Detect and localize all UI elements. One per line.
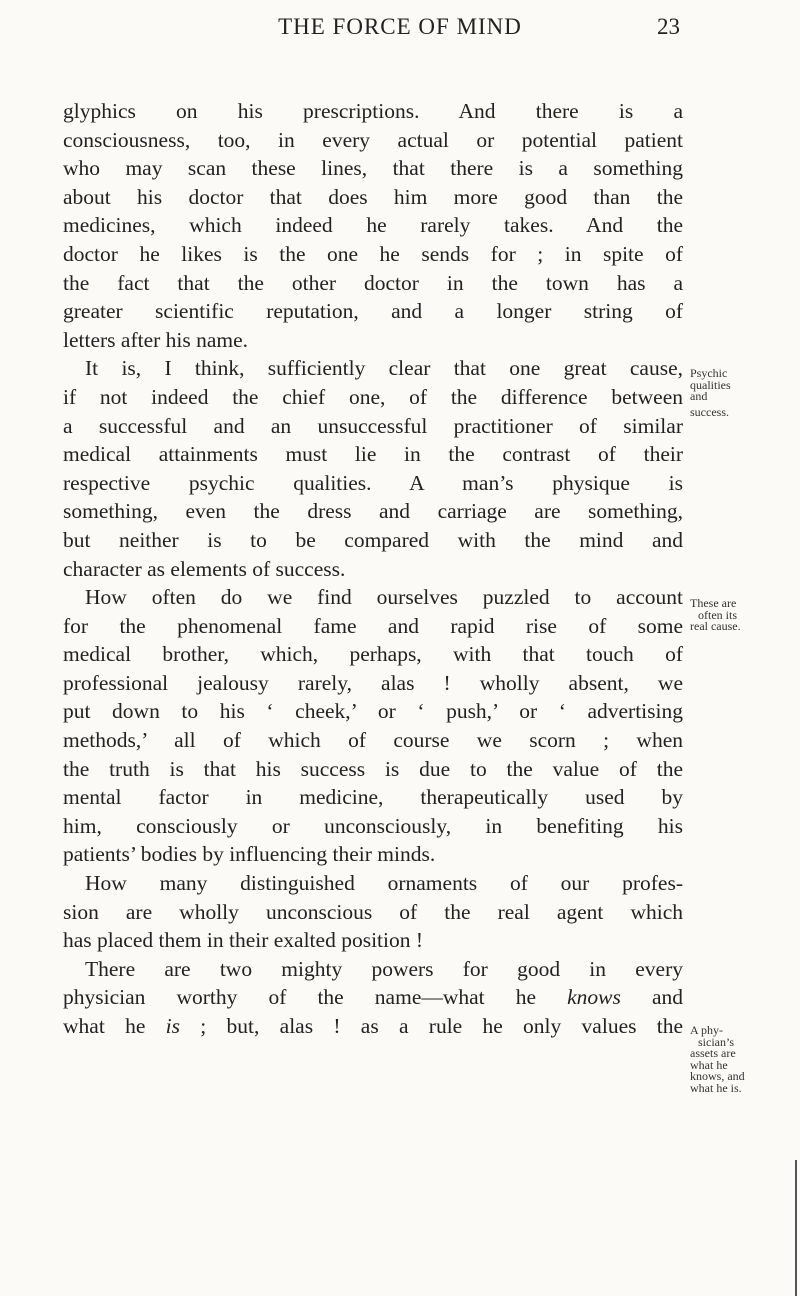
- text-segment: ; but, alas ! as a rule he only values the: [200, 1014, 684, 1038]
- margin-note-assets: [690, 1025, 800, 1094]
- text-line: methods,’ all of which of course we scorn ; when: [63, 728, 683, 753]
- text-segment: what he: [63, 1014, 146, 1038]
- text-line: consciousness, too, in every actual or potential patient: [63, 127, 683, 152]
- margin-note-line: These are: [690, 596, 737, 610]
- text-line: character as elements of success.: [63, 556, 346, 581]
- margin-note-real-cause: [690, 598, 800, 633]
- margin-note-line: success.: [690, 404, 729, 419]
- text-line: something, even the dress and carriage are something,: [63, 499, 683, 524]
- margin-note-line: Psychic: [690, 366, 728, 380]
- text-line: letters after his name.: [63, 327, 249, 352]
- italic-word: is: [165, 1014, 180, 1038]
- text-line: medical attainments must lie in the contrast of their: [63, 442, 683, 467]
- text-line: greater scientific reputation, and a longer string of: [63, 299, 683, 324]
- page-number: 23: [657, 14, 680, 39]
- paragraph-start: How often do we find ourselves puzzled to account: [85, 585, 683, 610]
- body-text: [63, 97, 683, 1041]
- margin-note-line: and: [690, 389, 708, 403]
- text-segment: and: [651, 985, 684, 1010]
- text-line: has placed them in their exalted position !: [63, 928, 424, 953]
- margin-note-line: A phy-: [690, 1023, 723, 1037]
- margin-note-line: qualities: [690, 377, 731, 392]
- text-line: doctor he likes is the one he sends for ; in spite of: [63, 241, 683, 266]
- text-line: who may scan these lines, that there is a something: [63, 156, 683, 181]
- paragraph-start: There are two mighty powers for good in every: [85, 956, 683, 981]
- margin-note-line: often its: [698, 607, 737, 622]
- text-line: patients’ bodies by influencing their minds.: [63, 842, 436, 867]
- text-line: the truth is that his success is due to the value of the: [63, 756, 683, 781]
- page-edge-rule: [795, 1160, 797, 1296]
- text-line: for the phenomenal fame and rapid rise of some: [63, 613, 683, 638]
- margin-note-line: knows, and: [690, 1069, 745, 1083]
- text-line: medical brother, which, perhaps, with that touch of: [63, 642, 683, 667]
- running-head: THE FORCE OF MIND: [278, 14, 522, 39]
- text-line: a successful and an unsuccessful practitioner of similar: [63, 413, 683, 438]
- text-line: mental factor in medicine, therapeutically used by: [63, 785, 683, 810]
- text-line: if not indeed the chief one, of the difference between: [63, 384, 683, 409]
- margin-note-line: what he is.: [690, 1080, 742, 1095]
- text-line: him, consciously or unconsciously, in benefiting his: [63, 813, 683, 838]
- text-line: respective psychic qualities. A man’s physique is: [63, 470, 683, 495]
- text-line: about his doctor that does him more good than the: [63, 184, 683, 209]
- margin-note-line: what he: [690, 1057, 728, 1072]
- margin-note-line: sician’s: [698, 1034, 734, 1049]
- text-line: glyphics on his prescriptions. And there is a: [63, 99, 683, 123]
- text-line: professional jealousy rarely, alas ! wholly absent, we: [63, 670, 683, 695]
- text-segment: physician worthy of the name—what he: [63, 985, 537, 1010]
- margin-note-line: real cause.: [690, 619, 741, 633]
- text-line: [63, 1012, 683, 1041]
- paragraph-start: It is, I think, sufficiently clear that one great cause,: [85, 356, 683, 381]
- text-line: medicines, which indeed he rarely takes. And the: [63, 213, 683, 238]
- margin-note-psychic: [690, 368, 800, 418]
- text-line: [63, 983, 683, 1012]
- text-line: sion are wholly unconscious of the real agent which: [63, 899, 683, 924]
- page-header: [0, 8, 800, 48]
- italic-word: knows: [567, 985, 621, 1010]
- text-line: but neither is to be compared with the mind and: [63, 527, 683, 552]
- margin-note-line: assets are: [690, 1046, 736, 1060]
- paragraph-start: How many distinguished ornaments of our profes-: [85, 871, 683, 896]
- text-line: put down to his ‘ cheek,’ or ‘ push,’ or ‘ advertising: [63, 699, 683, 724]
- text-line: the fact that the other doctor in the town has a: [63, 270, 683, 295]
